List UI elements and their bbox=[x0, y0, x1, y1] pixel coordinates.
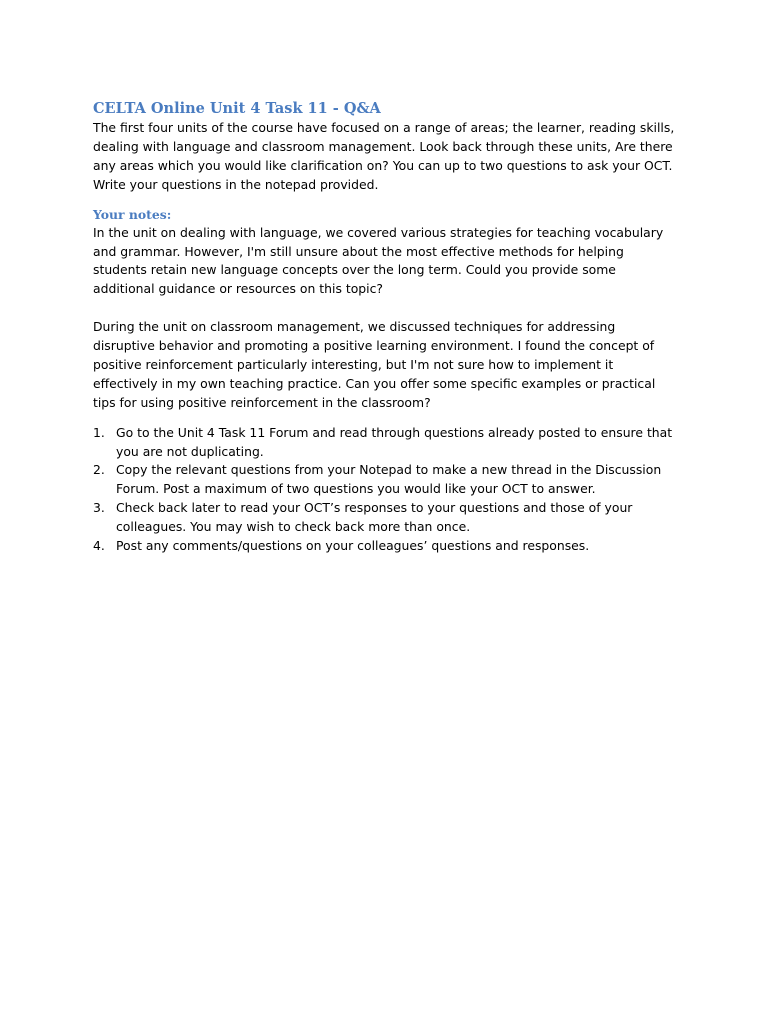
paragraph-spacer bbox=[93, 299, 678, 318]
list-item-number: 1. bbox=[93, 424, 105, 440]
document-title: CELTA Online Unit 4 Task 11 - Q&A bbox=[93, 100, 381, 117]
intro-paragraph: The first four units of the course have focused on a range of areas; the learner, reading skills, dealing with language and classroom management. Look back through these units, Are there any areas which you would like clarification on? You can up to two questions to ask your OCT. Write your questions in the notepad provided. bbox=[93, 120, 675, 192]
note-paragraph-1: In the unit on dealing with language, we covered various strategies for teaching vocabulary and grammar. However, I'm still unsure about the most effective methods for helping students retain new language concepts over the long term. Could you provide some additional guidance or resources on this topic? bbox=[93, 224, 664, 297]
list-item-text: Go to the Unit 4 Task 11 Forum and read through questions already posted to ensure that you are not duplicating. bbox=[116, 424, 673, 459]
list-item-number: 2. bbox=[93, 462, 105, 478]
list-item-text: Post any comments/questions on your colleagues’ questions and responses. bbox=[116, 538, 590, 554]
list-item bbox=[93, 461, 678, 499]
list-item-text: Copy the relevant questions from your Notepad to make a new thread in the Discussion Forum. Post a maximum of two questions you would like your OCT to answer. bbox=[116, 462, 662, 497]
list-item-text: Check back later to read your OCT’s responses to your questions and those of your colleagues. You may wish to check back more than once. bbox=[116, 500, 633, 535]
document-body bbox=[93, 98, 678, 556]
instructions-list bbox=[93, 424, 678, 556]
note-paragraph-2: During the unit on classroom management, we discussed techniques for addressing disruptive behavior and promoting a positive learning environment. I found the concept of positive reinforcement particularly interesting, but I'm not sure how to implement it effectively in my own teaching practice. Can you offer some specific examples or practical tips for using positive reinforcement in the classroom? bbox=[93, 319, 656, 410]
list-item bbox=[93, 537, 678, 556]
list-item bbox=[93, 424, 678, 462]
list-item-number: 3. bbox=[93, 500, 105, 516]
notes-heading: Your notes: bbox=[93, 206, 172, 222]
list-item bbox=[93, 499, 678, 537]
list-item-number: 4. bbox=[93, 538, 105, 554]
